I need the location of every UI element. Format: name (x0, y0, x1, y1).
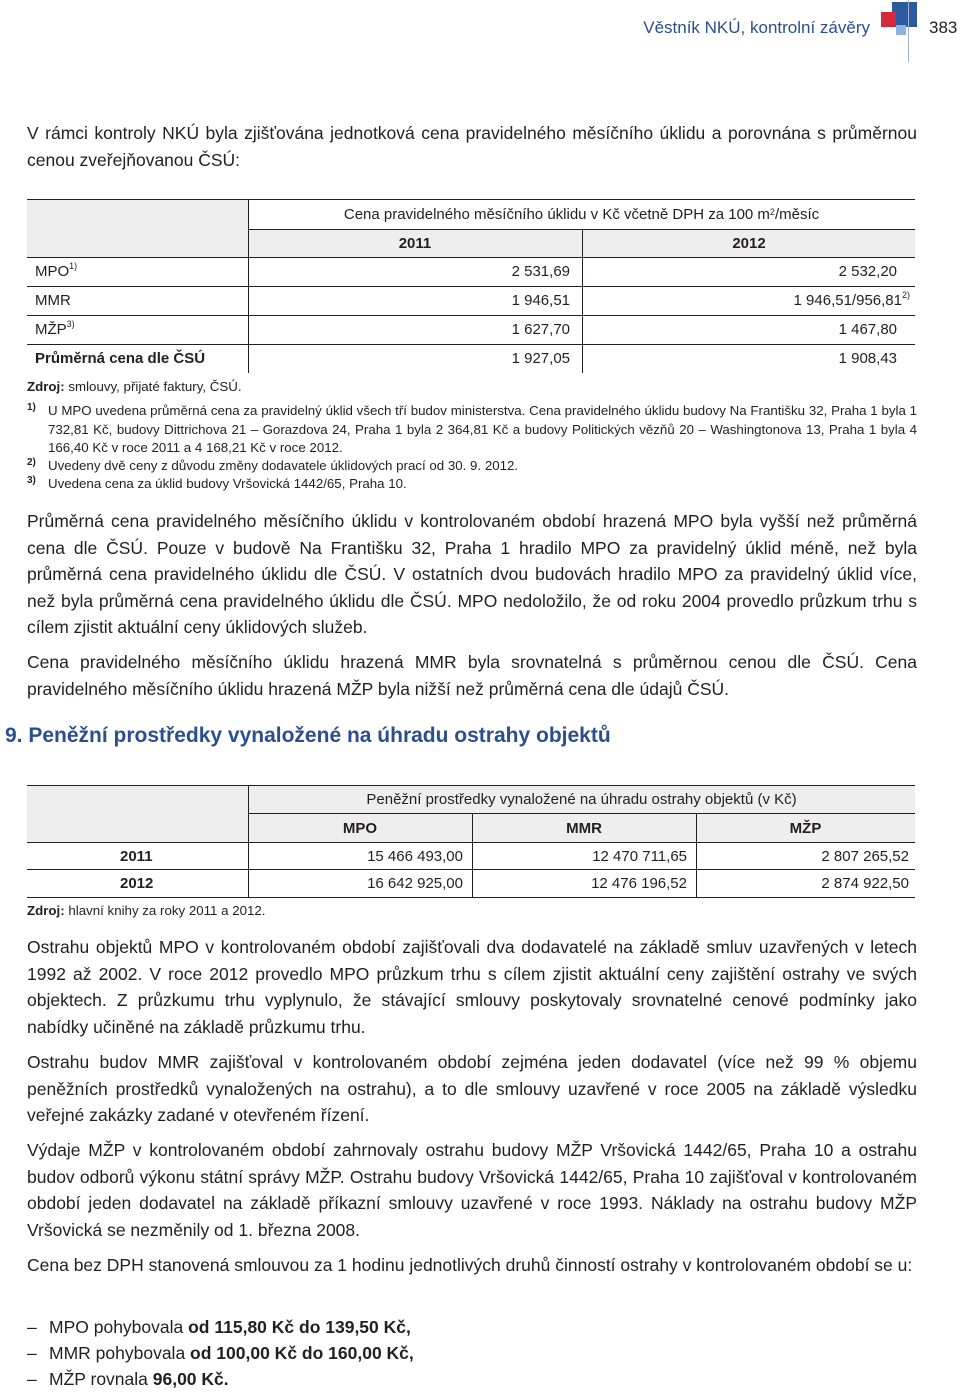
table1-row-csu (27, 344, 915, 373)
table1-rule (27, 199, 915, 200)
body-paragraph: Ostrahu objektů MPO v kontrolovaném období zajišťovali dva dodavatelé na základě smluv uzavřených v letech 1992 až 2002. V roce 2012 provedlo MPO průzkum trhu s cílem zjistit aktuální ceny zajištění ostrahy ve svých objektech. Z průzkumu trhu vyplynulo, že stávající smlouvy poskytovaly srovnatelné cenové podmínky jako nabídky učiněné na základě průzkumu trhu. (27, 937, 917, 1037)
table2-mmr-2011: 12 470 711,65 (592, 847, 687, 865)
table2-col-mpo: MPO (342, 819, 378, 837)
body-paragraph: Cena bez DPH stanovená smlouvou za 1 hodinu jednotlivých druhů činností ostrahy v kontrolovaném období se u: (27, 1255, 913, 1275)
list-item: – MMR pohybovala od 100,00 Kč do 160,00 Kč, (27, 1343, 414, 1363)
table1-year-2011: 2011 (248, 229, 582, 257)
table2-caption: Peněžní prostředky vynaložené na úhradu ostrahy objektů (v Kč) (366, 791, 797, 808)
table2-col-mzp: MŽP (789, 819, 822, 837)
list-item: – MPO pohybovala od 115,80 Kč do 139,50 Kč, (27, 1317, 411, 1337)
table1-year-2012: 2012 (583, 229, 915, 257)
value-2011: 2 531,69 (511, 263, 570, 280)
intro-paragraph (27, 120, 917, 173)
section-heading: 9. Peněžní prostředky vynaložené na úhradu ostrahy objektů (5, 724, 611, 747)
list-item: – MŽP rovnala 96,00 Kč. (27, 1369, 229, 1389)
table1-caption-sup: 2 (769, 207, 775, 217)
row-label: MPO$^{1)}$ (35, 261, 78, 280)
running-header-title: Věstník NKÚ, kontrolní závěry (643, 18, 870, 37)
table2-mzp-2011: 2 807 265,52 (821, 847, 909, 865)
table2-rule (27, 897, 915, 898)
header-divider (908, 0, 909, 62)
nku-logo-red-square (881, 12, 896, 27)
table1-row-mmr (27, 286, 915, 315)
table2-year-2011: 2011 (120, 847, 153, 865)
footnote-3: 3) Uvedena cena za úklid budovy Vršovická 1442/65, Praha 10. (27, 475, 407, 491)
footnote-2: 2) Uvedeny dvě ceny z důvodu změny dodavatele úklidových prací od 30. 9. 2012. (27, 457, 519, 473)
value-2011: 1 946,51 (511, 292, 570, 309)
table2-source: Zdroj: hlavní knihy za roky 2011 a 2012. (27, 903, 266, 918)
table2-col-mmr: MMR (566, 819, 602, 837)
nku-logo-light-square (896, 25, 906, 35)
value-2012: 2 532,20 (838, 263, 897, 280)
row-label: MŽP$^{3)}$ (35, 319, 75, 338)
table2-year-2012: 2012 (120, 875, 154, 892)
table2-mmr-2012: 12 476 196,52 (591, 875, 687, 892)
table2-mpo-2011: 15 466 493,00 (367, 847, 463, 865)
footnote-1: 1) U MPO uvedena průměrná cena za pravidelný úklid všech tří budov ministerstva. Cena pravidelného úklidu budovy Na Františku 32, Praha 1 byla 1 732,81 Kč, budovy Dittrichova 21 – Gorazdova 24, Praha 1 byla 2 364,81 Kč a budovy Politických vězňů 20 – Washingtonova 13, Praha 1 byla 4 166,40 Kč v roce 2011 a 4 168,21 Kč v roce 2012. (27, 402, 917, 455)
table1-caption-pre: Cena pravidelného měsíčního úklidu v Kč včetně DPH za 100 m (343, 205, 770, 223)
body-paragraph: Průměrná cena pravidelného měsíčního úklidu v kontrolovaném období hrazená MPO byla vyšší než průměrná cena dle ČSÚ. Pouze v budově Na Františku 32, Praha 1 hradilo MPO za pravidelný úklid méně, než byla průměrná cena pravidelného úklidu dle ČSÚ. V ostatních dvou budovách hradilo MPO za pravidelný úklid více, než byla průměrná cena pravidelného úklidu dle ČSÚ. MPO nedoložilo, že od roku 2004 provedlo průzkum trhu s cílem zjistit aktuální ceny úklidových služeb. (27, 511, 917, 637)
value-2012: 1 467,80 (838, 321, 897, 338)
value-2012: 1 946,51/956,81$^{2)}$ (793, 290, 910, 309)
intro-text: V rámci kontroly NKÚ byla zjišťována jednotková cena pravidelného měsíčního úklidu a porovnána s průměrnou cenou zveřejňovanou ČSÚ: (27, 123, 917, 170)
table1-caption-post: /měsíc (774, 205, 820, 223)
body-paragraph: Výdaje MŽP v kontrolovaném období zahrnovaly ostrahu budovy MŽP Vršovická 1442/65, Praha 10 a ostrahu budov odborů výkonu státní správy MŽP. Ostrahu budovy Vršovická 1442/65, Praha 10 zajišťoval v kontrolovaném období jeden dodavatel na základě příkazní smlouvy uzavřené v roce 1993. Náklady na ostrahu budovy MŽP Vršovická se nezměnily od 1. března 2008. (27, 1140, 917, 1240)
table2-mzp-2012: 2 874 922,50 (821, 875, 909, 892)
body-paragraph: Cena pravidelného měsíčního úklidu hrazená MMR byla srovnatelná s průměrnou cenou dle ČSÚ. Cena pravidelného měsíčního úklidu hrazená MŽP byla nižší než průměrná cena dle údajů ČSÚ. (27, 652, 917, 699)
page-number: 383 (929, 18, 958, 37)
row-label: MMR (35, 292, 71, 309)
table1-row-mzp (27, 315, 915, 344)
row-label: Průměrná cena dle ČSÚ (35, 350, 206, 367)
table1-caption (248, 199, 915, 229)
value-2011: 1 627,70 (511, 321, 570, 338)
table1-row-mpo (27, 257, 915, 286)
table2-mpo-2012: 16 642 925,00 (367, 875, 463, 892)
value-2012: 1 908,43 (838, 350, 897, 367)
body-paragraph: Ostrahu budov MMR zajišťoval v kontrolovaném období zejména jeden dodavatel (více než 99 % objemu peněžních prostředků vynaložených na ostrahu), a to dle smlouvy uzavřené v roce 2005 na základě výsledku veřejné zakázky zadané v otevřeném řízení. (27, 1052, 917, 1125)
table1-corner-shade (27, 199, 248, 257)
table1-source: Zdroj: smlouvy, přijaté faktury, ČSÚ. (27, 379, 242, 394)
value-2011: 1 927,05 (511, 350, 570, 367)
